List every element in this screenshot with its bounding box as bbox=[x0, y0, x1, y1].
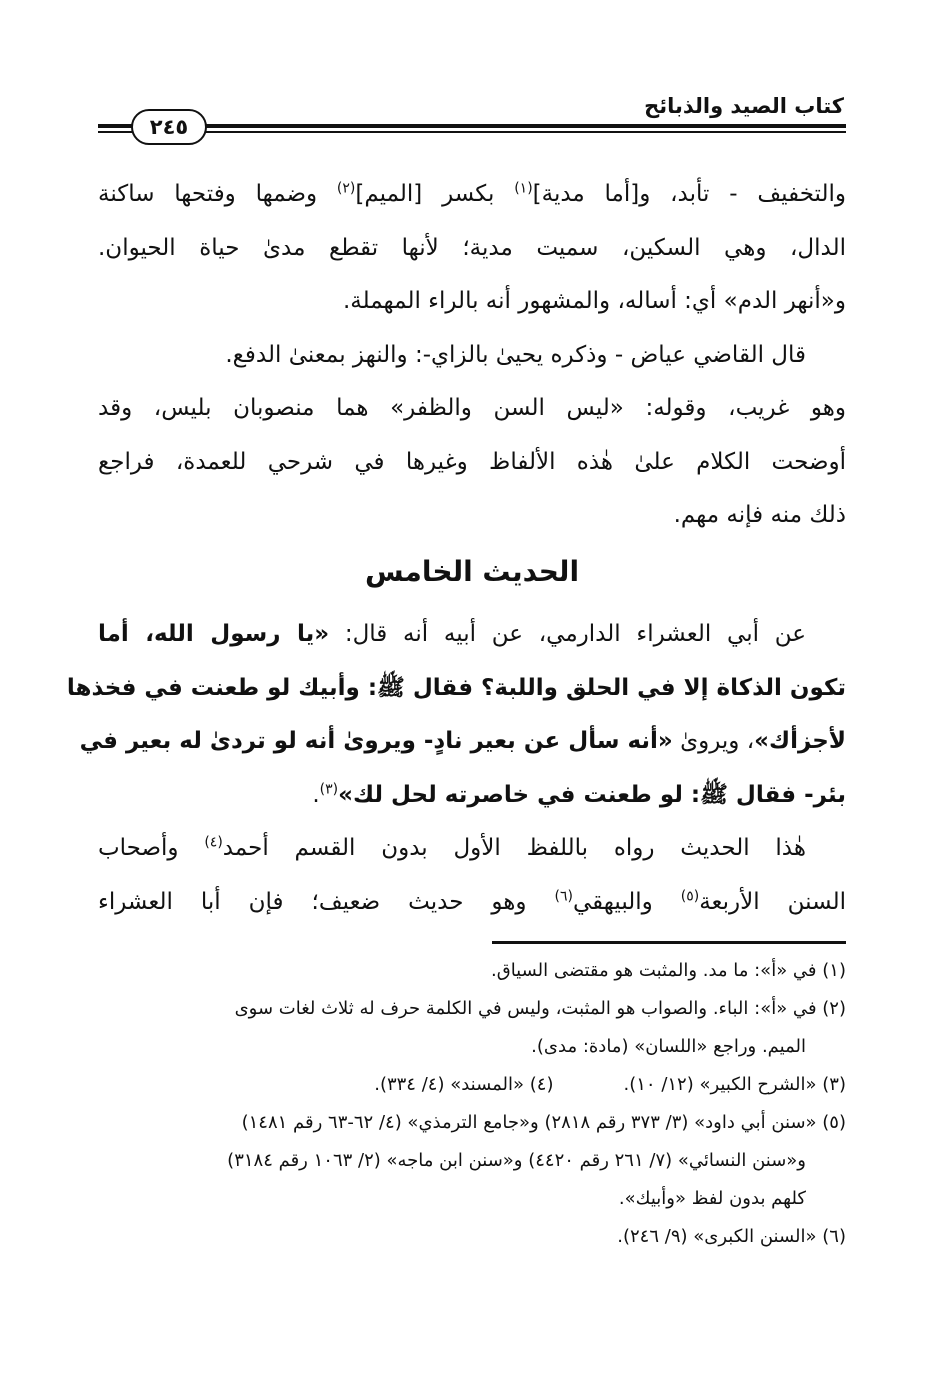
footnote-5-continued: كلهم بدون لفظ «وأبيك». bbox=[618, 1188, 806, 1209]
footnote-ref[interactable]: (٢) bbox=[336, 180, 356, 197]
footnote-4: (٤) «المسند» (٤/ ٣٣٤). bbox=[374, 1074, 554, 1095]
footnote-ref[interactable]: (١) bbox=[514, 180, 533, 197]
footnote-2: (٢) في «أ»: الباء. والصواب هو المثبت، وليس في الكلمة حرف له ثلاث لغات سوى bbox=[234, 998, 846, 1019]
text-line: لأجزأك»، ويروىٰ «أنه سأل عن بعير نادٍ- ويروىٰ أنه لو تردىٰ له بعير في bbox=[79, 728, 846, 754]
footnote-row-3-4 bbox=[98, 1066, 846, 1104]
footnote-ref[interactable]: (٣) bbox=[319, 780, 339, 797]
text-line: الدال، وهي السكين، سميت مدية؛ لأنها تقطع مدىٰ حياة الحيوان. bbox=[98, 234, 846, 261]
hadith-block bbox=[66, 608, 846, 929]
page-number-badge bbox=[131, 109, 207, 145]
footnote-5-continued: و«سنن النسائي» (٧/ ٢٦١ رقم ٤٤٢٠) و«سنن ابن ماجه» (٢/ ١٠٦٣ رقم ٣١٨٤) bbox=[227, 1150, 806, 1171]
header-rule-left-thick bbox=[98, 124, 134, 128]
text-line: وهو غريب، وقوله: «ليس السن والظفر» هما منصوبان بليس، وقد bbox=[98, 395, 846, 421]
header-rule-left-thin bbox=[98, 131, 134, 133]
footnote-ref[interactable]: (٤) bbox=[204, 834, 223, 851]
header-rule-thick bbox=[205, 124, 846, 128]
footnote-ref[interactable]: (٦) bbox=[554, 887, 573, 904]
text-line: السنن الأربعة$^{(٥)}$ والبيهقي$^{(٦)}$ وهو حديث ضعيف؛ فإن أبا العشراء bbox=[98, 887, 846, 915]
text-line: عن أبي العشراء الدارمي، عن أبيه أنه قال: «يا رسول الله، أما bbox=[98, 621, 806, 647]
footnote-3: (٣) «الشرح الكبير» (١٢/ ١٠). bbox=[623, 1074, 846, 1095]
page-number: ٢٤٥ bbox=[149, 115, 189, 139]
section-heading: الحديث الخامس bbox=[364, 555, 580, 588]
footnote-ref[interactable]: (٥) bbox=[680, 887, 700, 904]
footnote-separator bbox=[492, 941, 846, 944]
text-line: و«أنهر الدم» أي: أساله، والمشهور أنه بالراء المهملة. bbox=[343, 288, 846, 314]
text-line: قال القاضي عياض - وذكره يحيىٰ بالزاي-: والنهز بمعنىٰ الدفع. bbox=[225, 341, 806, 368]
text-line: ذلك منه فإنه مهم. bbox=[673, 502, 846, 528]
header-rule-thin bbox=[205, 131, 846, 133]
commentary-block bbox=[98, 168, 846, 543]
text-line: تكون الذكاة إلا في الحلق واللبة؟ فقال ﷺ: وأبيك لو طعنت في فخذها bbox=[66, 674, 846, 701]
footnote-2-continued: الميم. وراجع «اللسان» (مادة: مدى). bbox=[531, 1036, 806, 1057]
footnote-5: (٥) «سنن أبي داود» (٣/ ٣٧٣ رقم ٢٨١٨) و«جامع الترمذي» (٤/ ٦٢-٦٣ رقم ١٤٨١) bbox=[241, 1112, 846, 1133]
text-line: والتخفيف - تأبد، و[أما مدية]$^{(١)}$ بكسر [الميم]$^{(٢)}$ وضمها وفتحها ساكنة bbox=[98, 180, 847, 207]
text-line: بئر- فقال ﷺ: لو طعنت في خاصرته لحل لك»$^{(٣)}$. bbox=[312, 780, 846, 808]
footnotes bbox=[98, 952, 846, 1256]
text-line: أوضحت الكلام علىٰ هٰذه الألفاظ وغيرها في شرحي للعمدة، فراجع bbox=[98, 448, 846, 475]
running-header-title: كتاب الصيد والذبائح bbox=[644, 94, 844, 118]
footnote-1: (١) في «أ»: ما مد. والمثبت هو مقتضى السياق. bbox=[491, 960, 846, 981]
footnote-6: (٦) «السنن الكبرى» (٩/ ٢٤٦). bbox=[617, 1226, 846, 1247]
text-line: هٰذا الحديث رواه باللفظ الأول بدون القسم أحمد$^{(٤)}$ وأصحاب bbox=[98, 834, 806, 861]
